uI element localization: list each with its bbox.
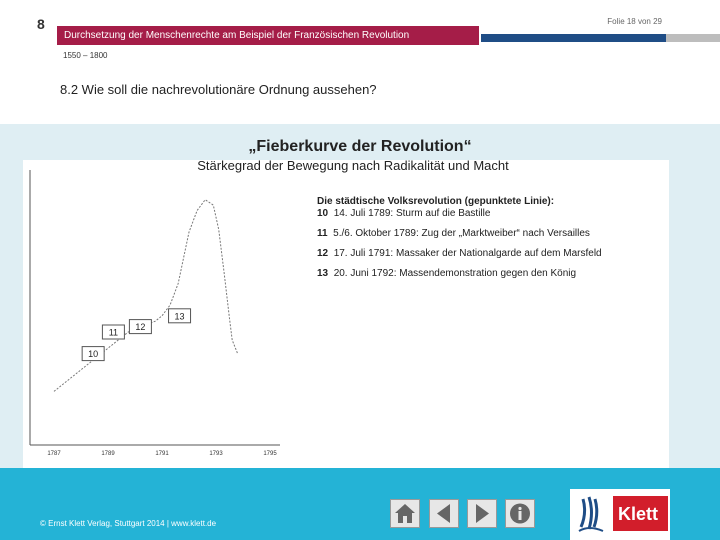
klett-logo-mark xyxy=(573,489,615,540)
legend-item xyxy=(317,208,602,220)
legend-text: 14. Juli 1789: Sturm auf die Bastille xyxy=(333,208,491,219)
series-line xyxy=(54,200,238,392)
slide-counter: Folie 18 von 29 xyxy=(607,17,662,26)
chapter-number: 8 xyxy=(37,16,45,32)
period-label: 1550 – 1800 xyxy=(63,51,108,60)
chart-subtitle: Stärkegrad der Bewegung nach Radikalität und Macht xyxy=(197,158,509,173)
next-slide-button[interactable] xyxy=(467,499,497,528)
info-icon xyxy=(506,500,534,527)
legend-item xyxy=(317,268,602,280)
legend-text: 20. Juni 1792: Massendemonstration gegen den König xyxy=(333,268,577,279)
legend-number: 13 xyxy=(317,268,329,279)
legend-text: 17. Juli 1791: Massaker der Nationalgarde auf dem Marsfeld xyxy=(333,248,602,259)
event-marker-label: 10 xyxy=(88,349,99,360)
legend-header: Die städtische Volksrevolution (gepunktete Linie): xyxy=(317,196,555,207)
legend-item xyxy=(317,248,602,260)
x-tick-label: 1789 xyxy=(101,451,115,457)
info-button[interactable] xyxy=(505,499,535,528)
x-tick-label: 1787 xyxy=(47,451,61,457)
klett-logo-text: Klett xyxy=(618,504,658,524)
legend-number: 11 xyxy=(317,228,328,239)
x-tick-label: 1795 xyxy=(263,451,277,457)
event-marker-label: 11 xyxy=(108,327,119,338)
copyright: © Ernst Klett Verlag, Stuttgart 2014 | www.klett.de xyxy=(40,519,217,528)
x-tick-label: 1791 xyxy=(155,451,169,457)
forward-icon xyxy=(468,500,496,527)
x-tick-label: 1793 xyxy=(209,451,223,457)
back-icon xyxy=(430,500,458,527)
event-marker-label: 12 xyxy=(135,322,146,333)
chart-legend xyxy=(317,196,602,280)
klett-logo-wordmark xyxy=(613,496,668,531)
home-button[interactable] xyxy=(390,499,420,528)
legend-number: 12 xyxy=(317,248,329,259)
event-marker-label: 13 xyxy=(174,311,185,322)
previous-slide-button[interactable] xyxy=(429,499,459,528)
home-icon xyxy=(391,500,419,527)
section-title: 8.2 Wie soll die nachrevolutionäre Ordnung aussehen? xyxy=(60,82,377,97)
legend-item xyxy=(317,228,602,240)
header-title: Durchsetzung der Menschenrechte am Beispiel der Französischen Revolution xyxy=(64,30,410,41)
legend-number: 10 xyxy=(317,208,329,219)
legend-text: 5./6. Oktober 1789: Zug der „Marktweiber“ nach Versailles xyxy=(333,228,590,239)
chart-title: „Fieberkurve der Revolution“ xyxy=(248,138,472,155)
